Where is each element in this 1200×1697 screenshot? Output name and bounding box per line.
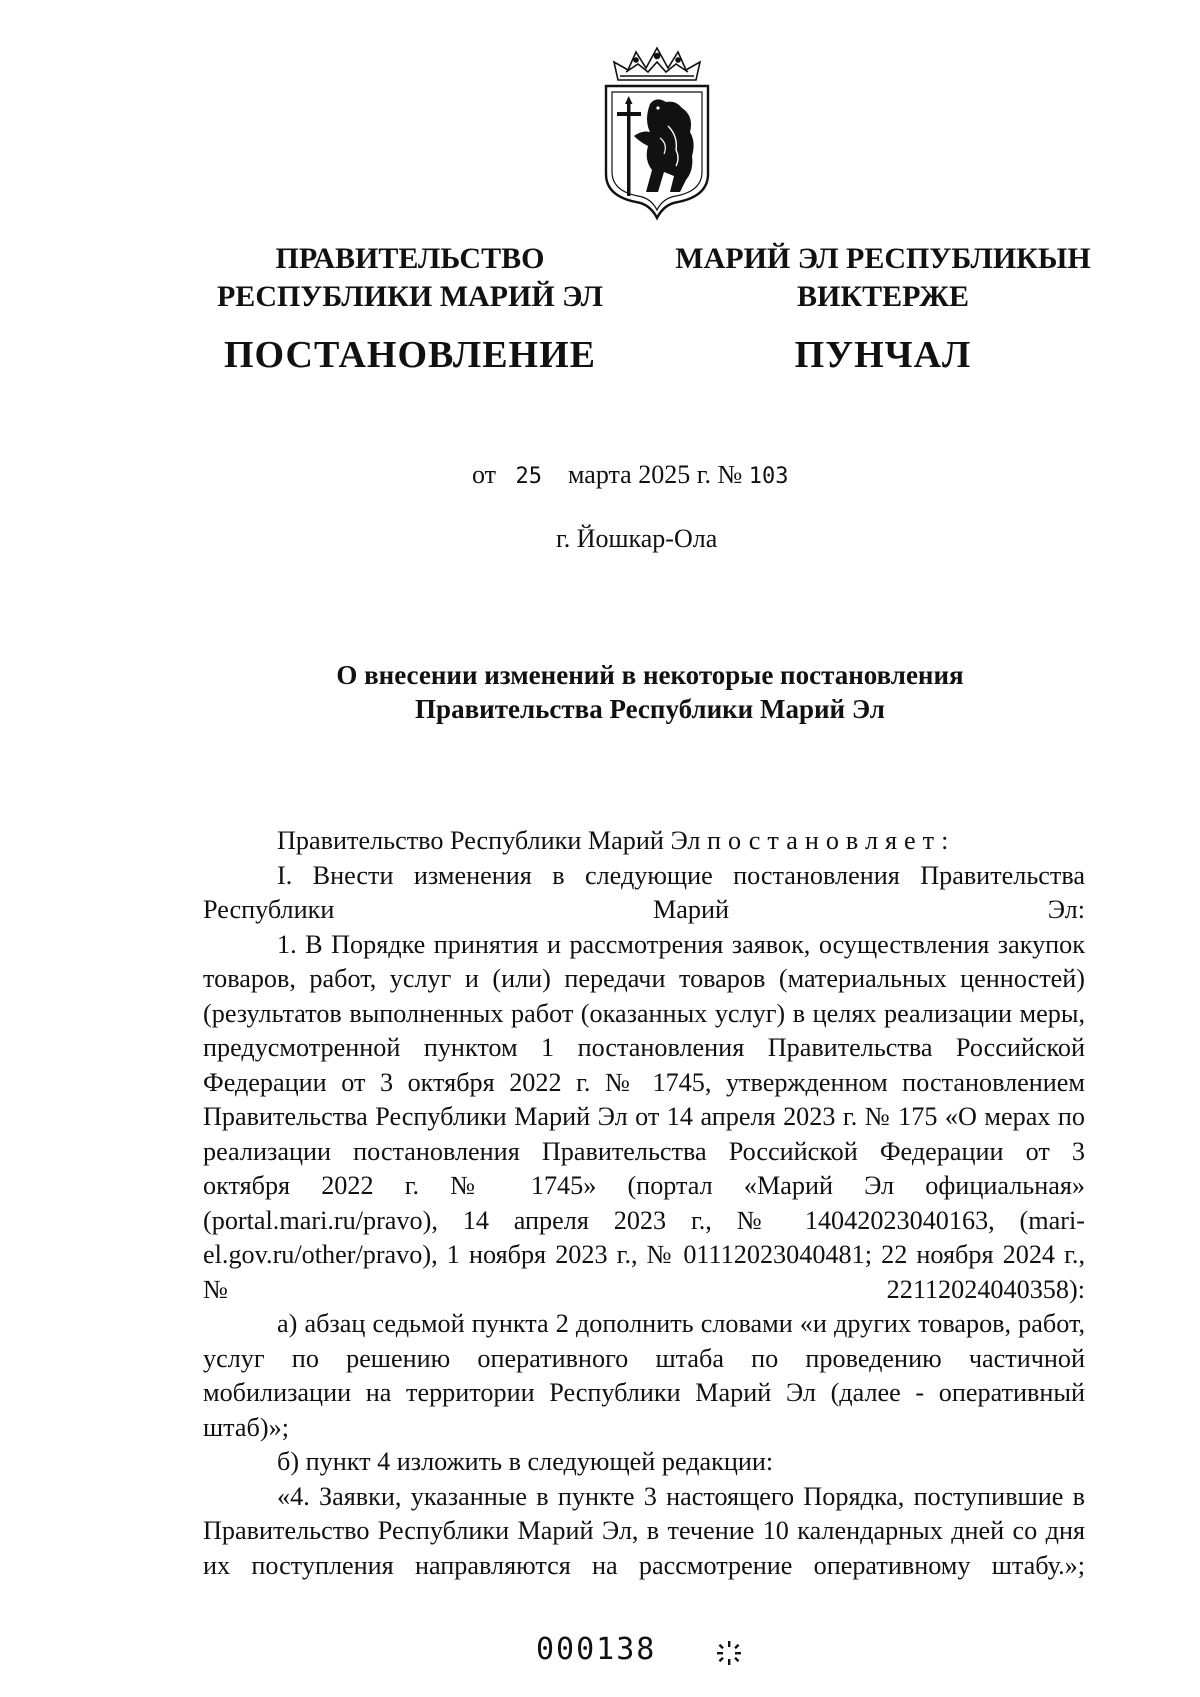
document-number: 103: [748, 464, 789, 489]
date-day: 25: [515, 464, 543, 489]
footer: [536, 1632, 656, 1672]
org-name-russian-line1: ПРАВИТЕЛЬСТВО: [275, 242, 545, 275]
document-body: [203, 824, 1085, 1583]
coat-of-arms-icon: [598, 46, 716, 222]
header-left: [200, 240, 620, 374]
doc-type-mari: ПУНЧАЛ: [794, 334, 972, 376]
org-name-mari-line2: ВИКТЕРЖЕ: [796, 280, 970, 313]
number-sign: №: [717, 460, 743, 489]
city: г. Йошкар-Ола: [556, 524, 718, 553]
body-paragraph-5: «4. Заявки, указанные в пункте 3 настоящего Порядка, поступившие в Правительство Республики Марий Эл, в течение 10 календарных дней со дня их поступления направляются на рассмотрение оперативному штабу.»;: [203, 1481, 1085, 1580]
body-paragraph-1: I. Внести изменения в следующие постановления Правительства Республики Марий Эл:: [203, 860, 1085, 924]
registration-mark-icon: [716, 1640, 742, 1666]
body-paragraph-3: а) абзац седьмой пункта 2 дополнить словами «и других товаров, работ, услуг по решению оперативного штаба по проведению частичной мобилизации на территории Республики Марий Эл (далее - оперативный штаб)»;: [203, 1309, 1085, 1442]
title-line2: Правительства Республики Марий Эл: [415, 694, 885, 724]
title-line1: О внесении изменений в некоторые постановления: [336, 660, 964, 690]
body-paragraph-preamble: [203, 824, 1085, 859]
preamble-text: Правительство Республики Марий Эл: [277, 826, 708, 855]
org-name-mari-line1: МАРИЙ ЭЛ РЕСПУБЛИКЫН: [675, 242, 1091, 275]
body-paragraph-2: 1. В Порядке принятия и рассмотрения заявок, осуществления закупок товаров, работ, услуг и (или) передачи товаров (материальных ценностей) (результатов выполненных работ (оказанных услуг) в целях реализации меры, предусмотренной пунктом 1 постановления Правительства Российской Федерации от 3 октября 2022 г. № 1745, утвержденном постановлением Правительства Республики Марий Эл от 14 апреля 2023 г. № 175 «О мерах по реализации постановления Правительства Российской Федерации от 3 октября 2022 г. № 1745» (портал «Марий Эл официальная» (portal.mari.ru/pravo), 14 апреля 2023 г., № 14042023040163, (mari-el.gov.ru/other/pravo), 1 ноября 2023 г., № 01112023040481; 22 ноября 2024 г., № 22112024040358):: [203, 929, 1085, 1304]
document-title: [200, 658, 1100, 726]
preamble-resolves: постановляет:: [707, 826, 956, 855]
date-line: [472, 460, 789, 490]
date-month-year: марта 2025 г.: [568, 460, 711, 489]
doc-type-russian: ПОСТАНОВЛЕНИЕ: [223, 334, 597, 376]
date-prefix: от: [472, 460, 497, 489]
header-right: [668, 240, 1098, 374]
org-name-russian-line2: РЕСПУБЛИКИ МАРИЙ ЭЛ: [216, 280, 603, 313]
body-paragraph-4: б) пункт 4 изложить в следующей редакции:: [277, 1447, 774, 1476]
serial-number: 000138: [536, 1632, 657, 1667]
